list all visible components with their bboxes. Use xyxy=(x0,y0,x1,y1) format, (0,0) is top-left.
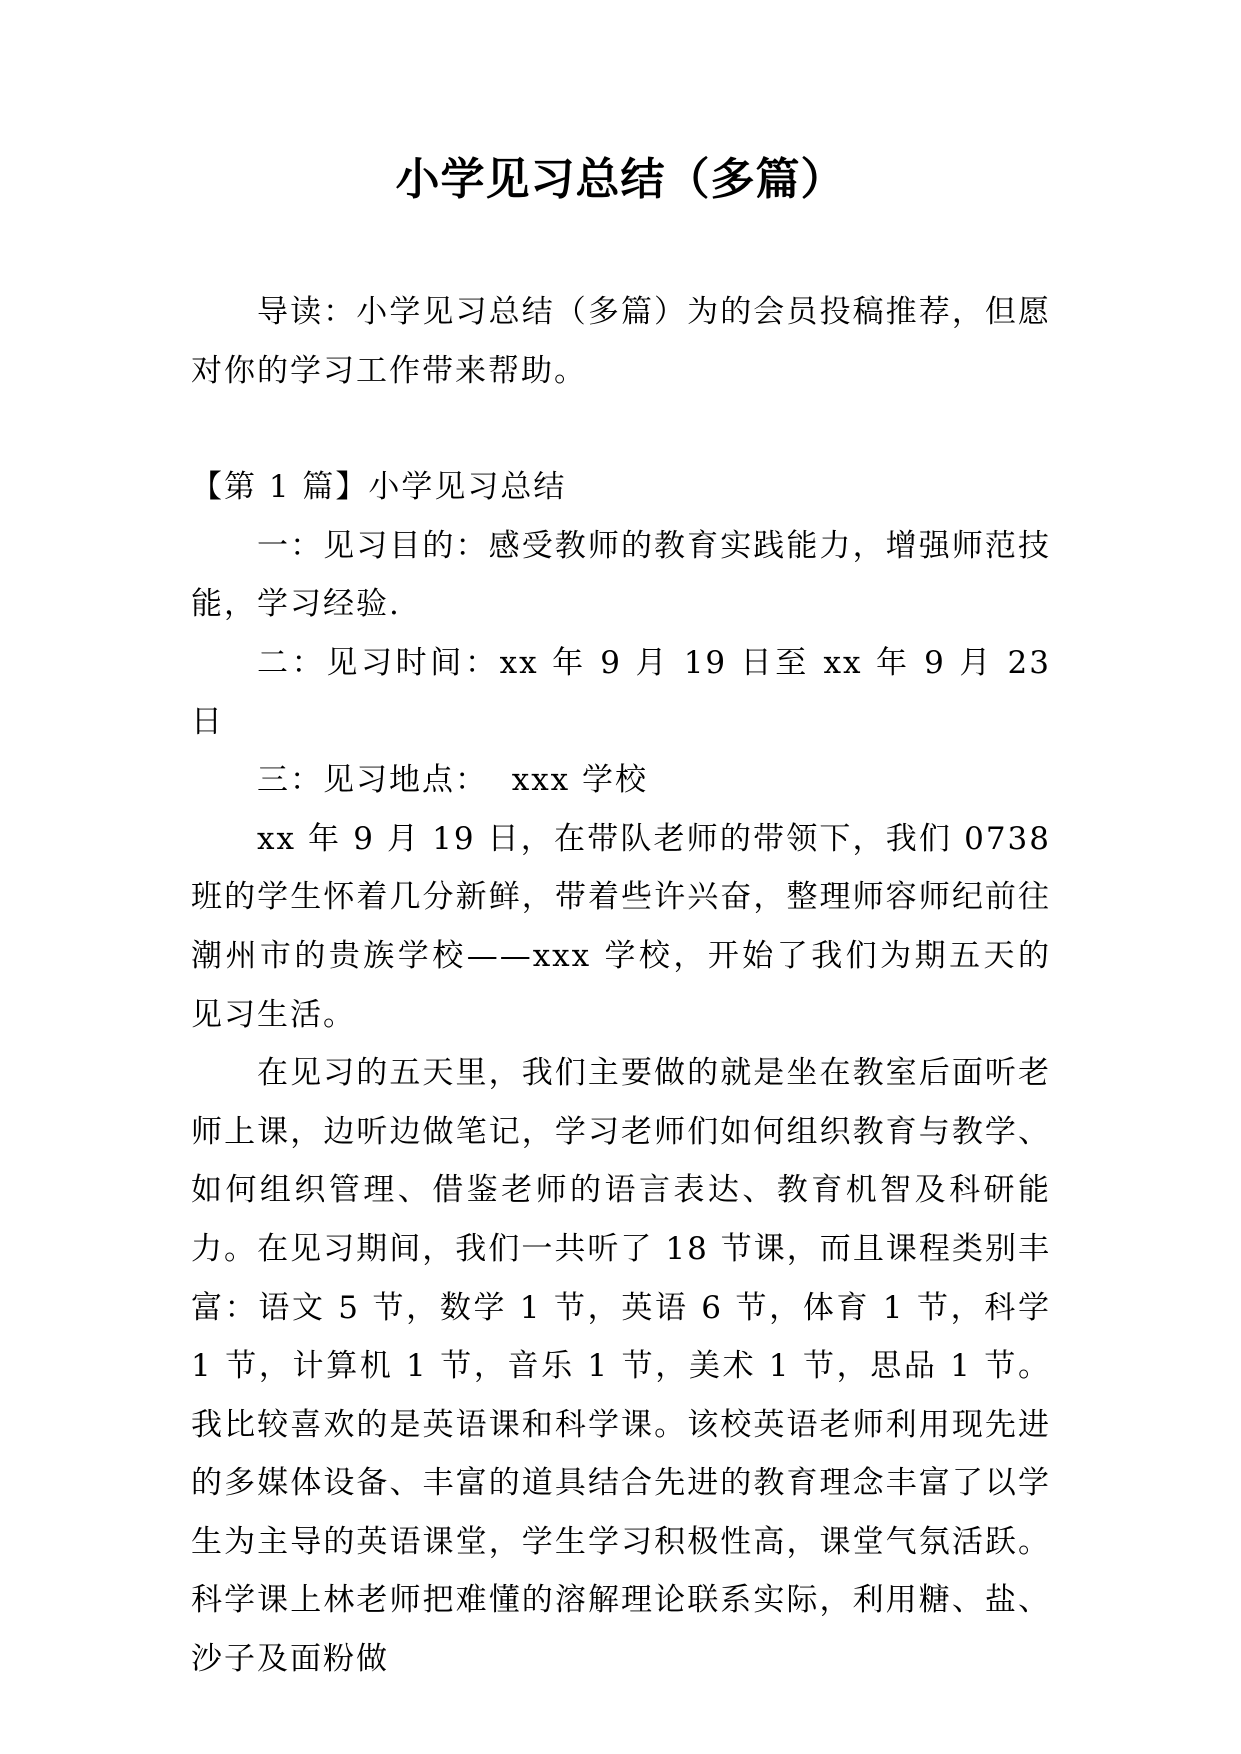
intro-paragraph: 导读：小学见习总结（多篇）为的会员投稿推荐，但愿对你的学习工作带来帮助。 xyxy=(191,294,1051,389)
paragraph-time: 二：见习时间：xx 年 9 月 19 日至 xx 年 9 月 23 日 xyxy=(191,644,1051,740)
paragraph-observation: 在见习的五天里，我们主要做的就是坐在教室后面听老师上课，边听边做笔记，学习老师们如何组织教育与教学、如何组织管理、借鉴老师的语言表达、教育机智及科研能力。在见习期间，我们一共听了 18 节课，而且课程类别丰富：语文 5 节，数学 1 节，英语 6 节，体育 1 节，科学 1 节，计算机 1 节，音乐 1 节，美术 1 节，思品 1 节。我比较喜欢的是英语课和科学课。该校英语老师利用现先进的多媒体设备、丰富的道具结合先进的教育理念丰富了以学生为主导的英语课堂，学生学习积极性高，课堂气氛活跃。科学课上林老师把难懂的溶解理论联系实际，利用糖、盐、沙子及面粉做 xyxy=(191,1055,1051,1678)
paragraph-location: 三：见习地点： xxx 学校 xyxy=(257,762,649,799)
section-heading: 【第 1 篇】小学见习总结 xyxy=(191,469,567,506)
document-body xyxy=(191,283,1051,1689)
paragraph-purpose: 一：见习目的：感受教师的教育实践能力，增强师范技能，学习经验. xyxy=(191,527,1051,623)
paragraph-arrival: xx 年 9 月 19 日，在带队老师的带领下，我们 0738 班的学生怀着几分新鲜，带着些许兴奋，整理师容师纪前往潮州市的贵族学校——xxx 学校，开始了我们为期五天的见习生活。 xyxy=(191,820,1051,1033)
document-title: 小学见习总结（多篇） xyxy=(395,154,846,205)
